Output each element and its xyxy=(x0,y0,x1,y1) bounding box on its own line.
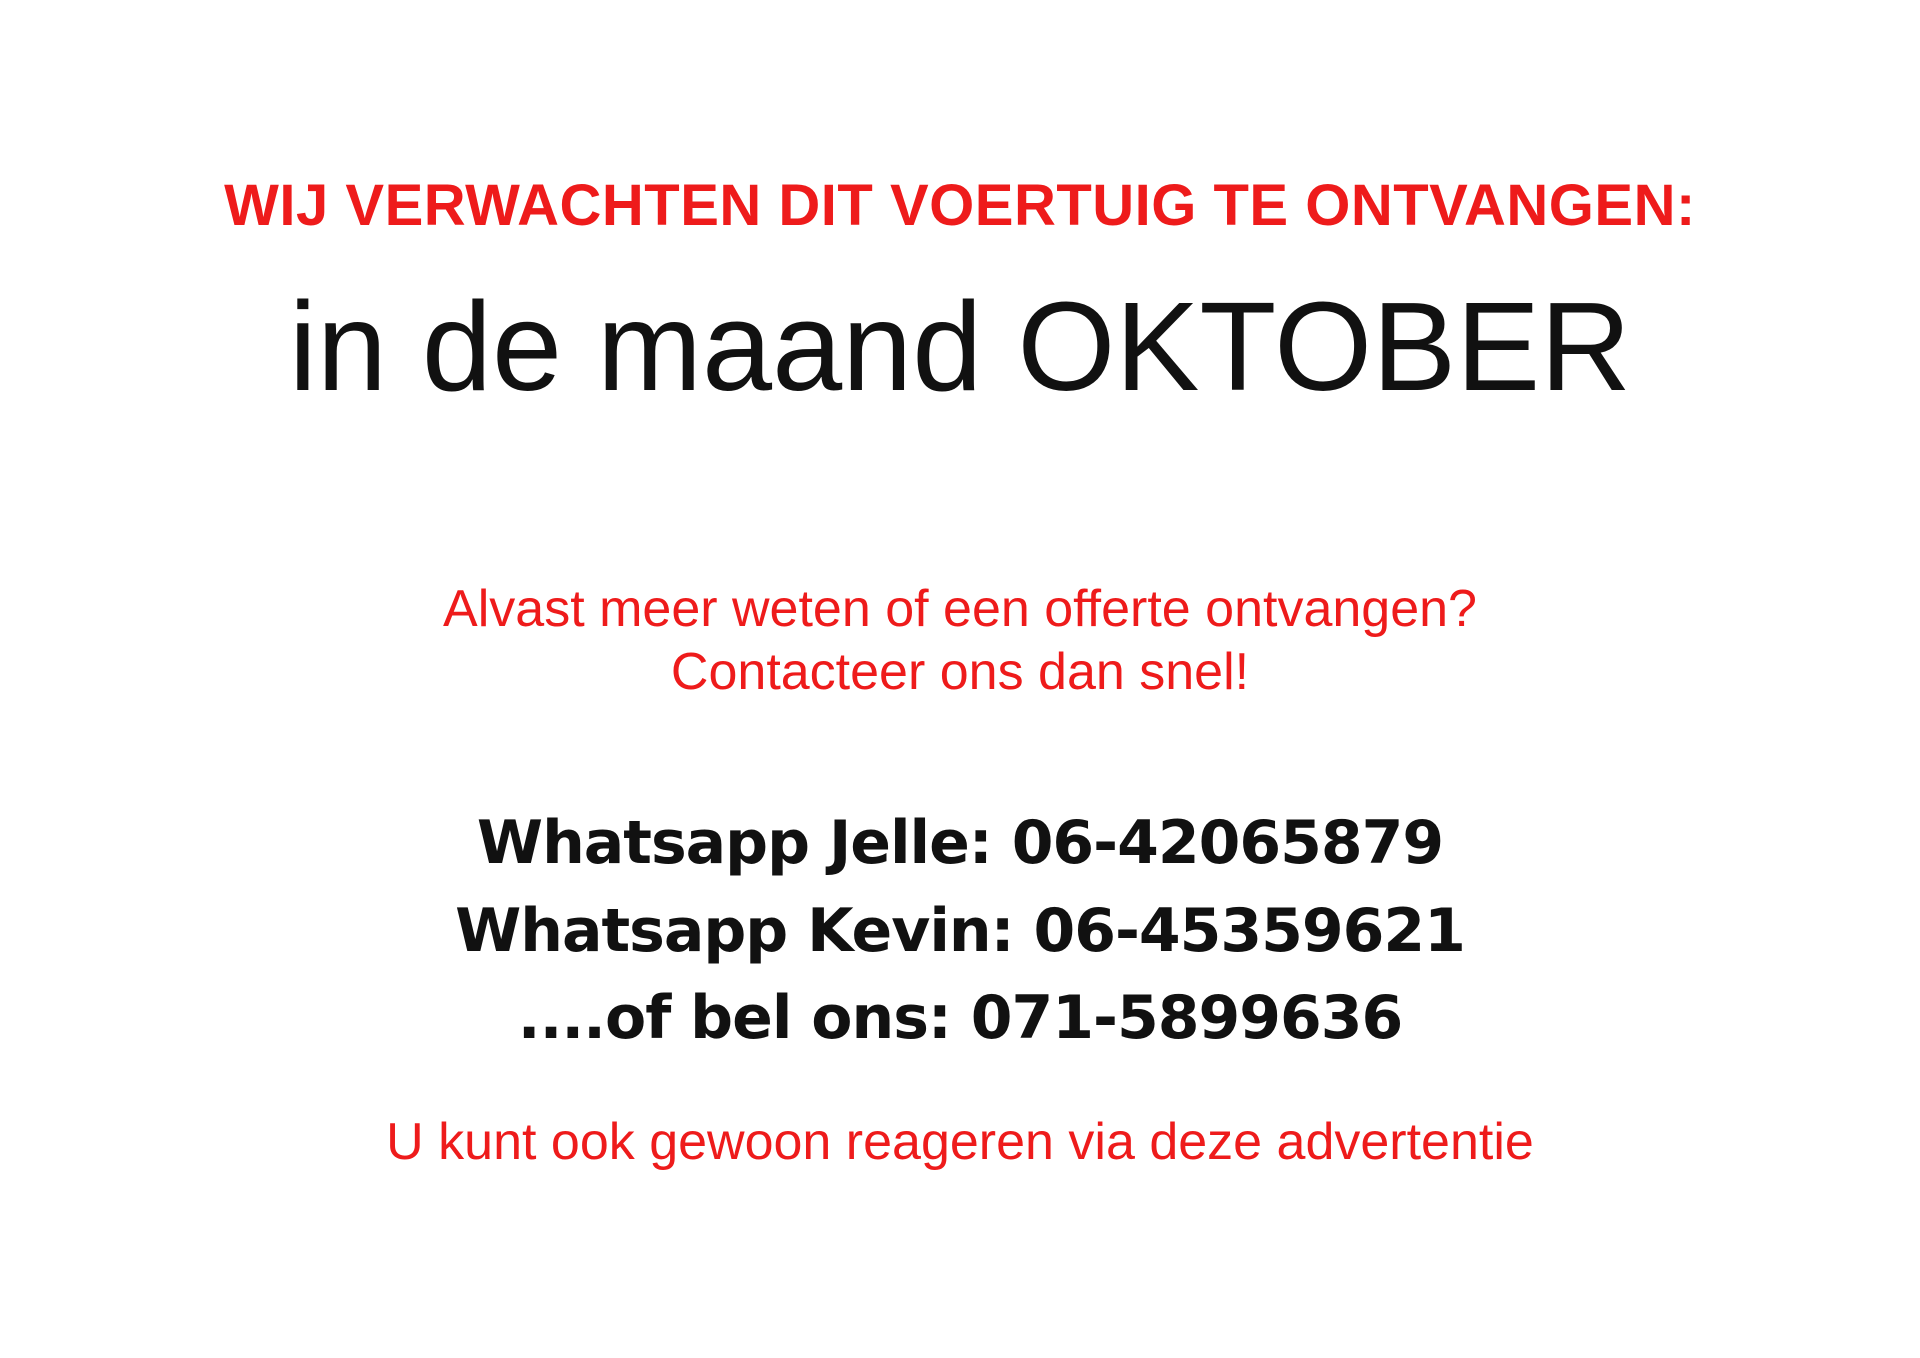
subtitle-block xyxy=(0,578,1920,705)
headline-announcement: WIJ VERWACHTEN DIT VOERTUIG TE ONTVANGEN: xyxy=(224,173,1696,238)
headline-month: in de maand OKTOBER xyxy=(288,276,1632,417)
subtitle-line-2: Contacteer ons dan snel! xyxy=(670,643,1250,702)
contact-whatsapp-jelle[interactable]: Whatsapp Jelle: 06-42065879 xyxy=(476,808,1444,878)
contact-list xyxy=(0,800,1920,1063)
footer-note: U kunt ook gewoon reageren via deze advertentie xyxy=(386,1113,1534,1171)
contact-phone[interactable]: ....of bel ons: 071-5899636 xyxy=(517,983,1403,1054)
subtitle-line-1: Alvast meer weten of een offerte ontvangen? xyxy=(443,580,1477,638)
contact-whatsapp-kevin[interactable]: Whatsapp Kevin: 06-45359621 xyxy=(455,895,1465,966)
